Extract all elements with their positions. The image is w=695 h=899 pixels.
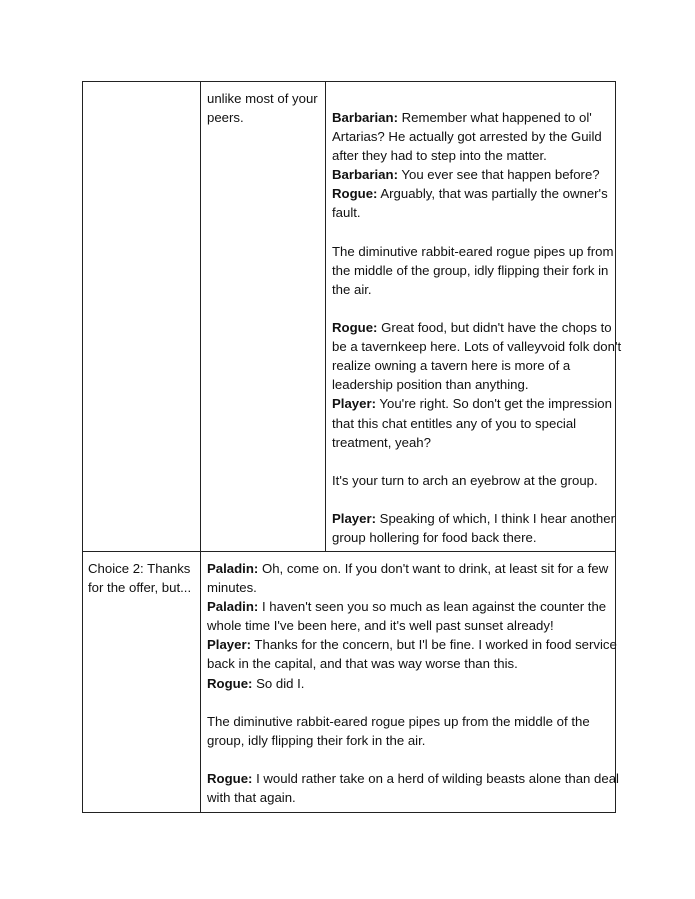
dialogue-text: the air.	[332, 281, 372, 297]
blank-line	[332, 299, 621, 318]
dialogue-text: Artarias? He actually got arrested by the Guild	[332, 129, 602, 145]
dialogue-text: I haven't seen you so much as lean against the counter the	[258, 599, 607, 615]
dialogue-text: with that again.	[207, 790, 296, 806]
row1-middle-cell	[207, 89, 318, 127]
dialogue-text: treatment, yeah?	[332, 434, 431, 450]
dialogue-text: Oh, come on. If you don't want to drink, at least sit for a few	[258, 561, 609, 576]
dialogue-line	[207, 578, 619, 597]
dialogue-line	[207, 654, 619, 673]
choice-label: Choice 2: Thanks	[88, 561, 191, 576]
cell-text: peers.	[207, 110, 244, 126]
dialogue-text: group hollering for food back there.	[332, 530, 537, 546]
dialogue-line	[332, 394, 621, 413]
blank-line	[332, 490, 621, 509]
dialogue-line	[207, 559, 619, 578]
blank-line	[332, 452, 621, 471]
dialogue-line	[207, 616, 619, 635]
blank-line	[207, 693, 619, 712]
dialogue-line	[332, 433, 621, 452]
dialogue-text: I would rather take on a herd of wilding beasts alone than deal	[252, 771, 619, 787]
dialogue-text: be a tavernkeep here. Lots of valleyvoid folk don't	[332, 339, 622, 355]
dialogue-text: The diminutive rabbit-eared rogue pipes up from the middle of the	[207, 713, 590, 729]
dialogue-text: So did I.	[252, 675, 305, 691]
dialogue-text: Speaking of which, I think I hear another	[376, 510, 615, 526]
dialogue-text: Remember what happened to ol'	[397, 110, 592, 125]
dialogue-text: after they had to step into the matter.	[332, 148, 547, 164]
dialogue-text: the middle of the group, idly flipping their fork in	[332, 262, 609, 278]
column-divider	[200, 81, 201, 551]
speaker-name: Player:	[207, 637, 251, 653]
dialogue-line	[207, 674, 619, 693]
dialogue-line	[332, 414, 621, 433]
column-divider	[200, 551, 201, 813]
dialogue-line	[332, 108, 621, 127]
speaker-name: Barbarian:	[332, 167, 398, 183]
dialogue-text: leadership position than anything.	[332, 377, 529, 393]
dialogue-line	[207, 597, 619, 616]
dialogue-text: You're right. So don't get the impression	[376, 396, 612, 412]
speaker-name: Rogue:	[332, 186, 378, 202]
dialogue-line	[332, 165, 621, 184]
blank-line	[332, 223, 621, 242]
speaker-name: Rogue:	[332, 320, 378, 336]
dialogue-line	[207, 731, 619, 750]
dialogue-line	[332, 203, 621, 222]
speaker-name: Barbarian:	[332, 110, 398, 125]
dialogue-text: that this chat entitles any of you to special	[332, 415, 577, 431]
dialogue-line	[332, 528, 621, 547]
speaker-name: Rogue:	[207, 675, 253, 691]
dialogue-line	[332, 375, 621, 394]
dialogue-text: Arguably, that was partially the owner's	[377, 186, 608, 202]
column-divider	[325, 81, 326, 551]
dialogue-line	[332, 184, 621, 203]
dialogue-line	[332, 509, 621, 528]
blank-line	[207, 750, 619, 769]
dialogue-line	[332, 127, 621, 146]
dialogue-text: group, idly flipping their fork in the air.	[207, 732, 426, 748]
dialogue-line	[207, 769, 619, 788]
dialogue-line	[332, 146, 621, 165]
dialogue-line	[332, 337, 621, 356]
dialogue-line	[332, 261, 621, 280]
dialogue-text: fault.	[332, 205, 361, 221]
dialogue-text: whole time I've been here, and it's well past sunset already!	[207, 618, 554, 634]
dialogue-line	[207, 635, 619, 654]
speaker-name: Player:	[332, 396, 376, 412]
cell-text: unlike most of your	[207, 91, 318, 106]
choice-label: for the offer, but...	[88, 580, 192, 596]
speaker-name: Player:	[332, 510, 376, 526]
dialogue-text: It's your turn to arch an eyebrow at the group.	[332, 472, 598, 488]
dialogue-line	[332, 471, 621, 490]
dialogue-text: minutes.	[207, 580, 257, 596]
dialogue-line	[207, 712, 619, 731]
dialogue-text: realize owning a tavern here is more of a	[332, 358, 571, 374]
row1-dialogue-cell	[332, 108, 621, 547]
dialogue-line	[332, 356, 621, 375]
dialogue-text: Thanks for the concern, but I'l be fine. I worked in food service	[251, 637, 617, 653]
dialogue-text: back in the capital, and that was way worse than this.	[207, 656, 518, 672]
row-divider	[82, 551, 616, 552]
speaker-name: Rogue:	[207, 771, 253, 787]
dialogue-line	[332, 280, 621, 299]
row2-dialogue-cell	[207, 559, 619, 807]
choice-label-cell	[88, 559, 191, 597]
dialogue-text: The diminutive rabbit-eared rogue pipes up from	[332, 243, 614, 259]
dialogue-line	[332, 318, 621, 337]
dialogue-text: Great food, but didn't have the chops to	[377, 320, 612, 336]
dialogue-line	[207, 788, 619, 807]
speaker-name: Paladin:	[207, 599, 259, 615]
dialogue-text: You ever see that happen before?	[397, 167, 600, 183]
speaker-name: Paladin:	[207, 561, 259, 576]
dialogue-line	[332, 242, 621, 261]
